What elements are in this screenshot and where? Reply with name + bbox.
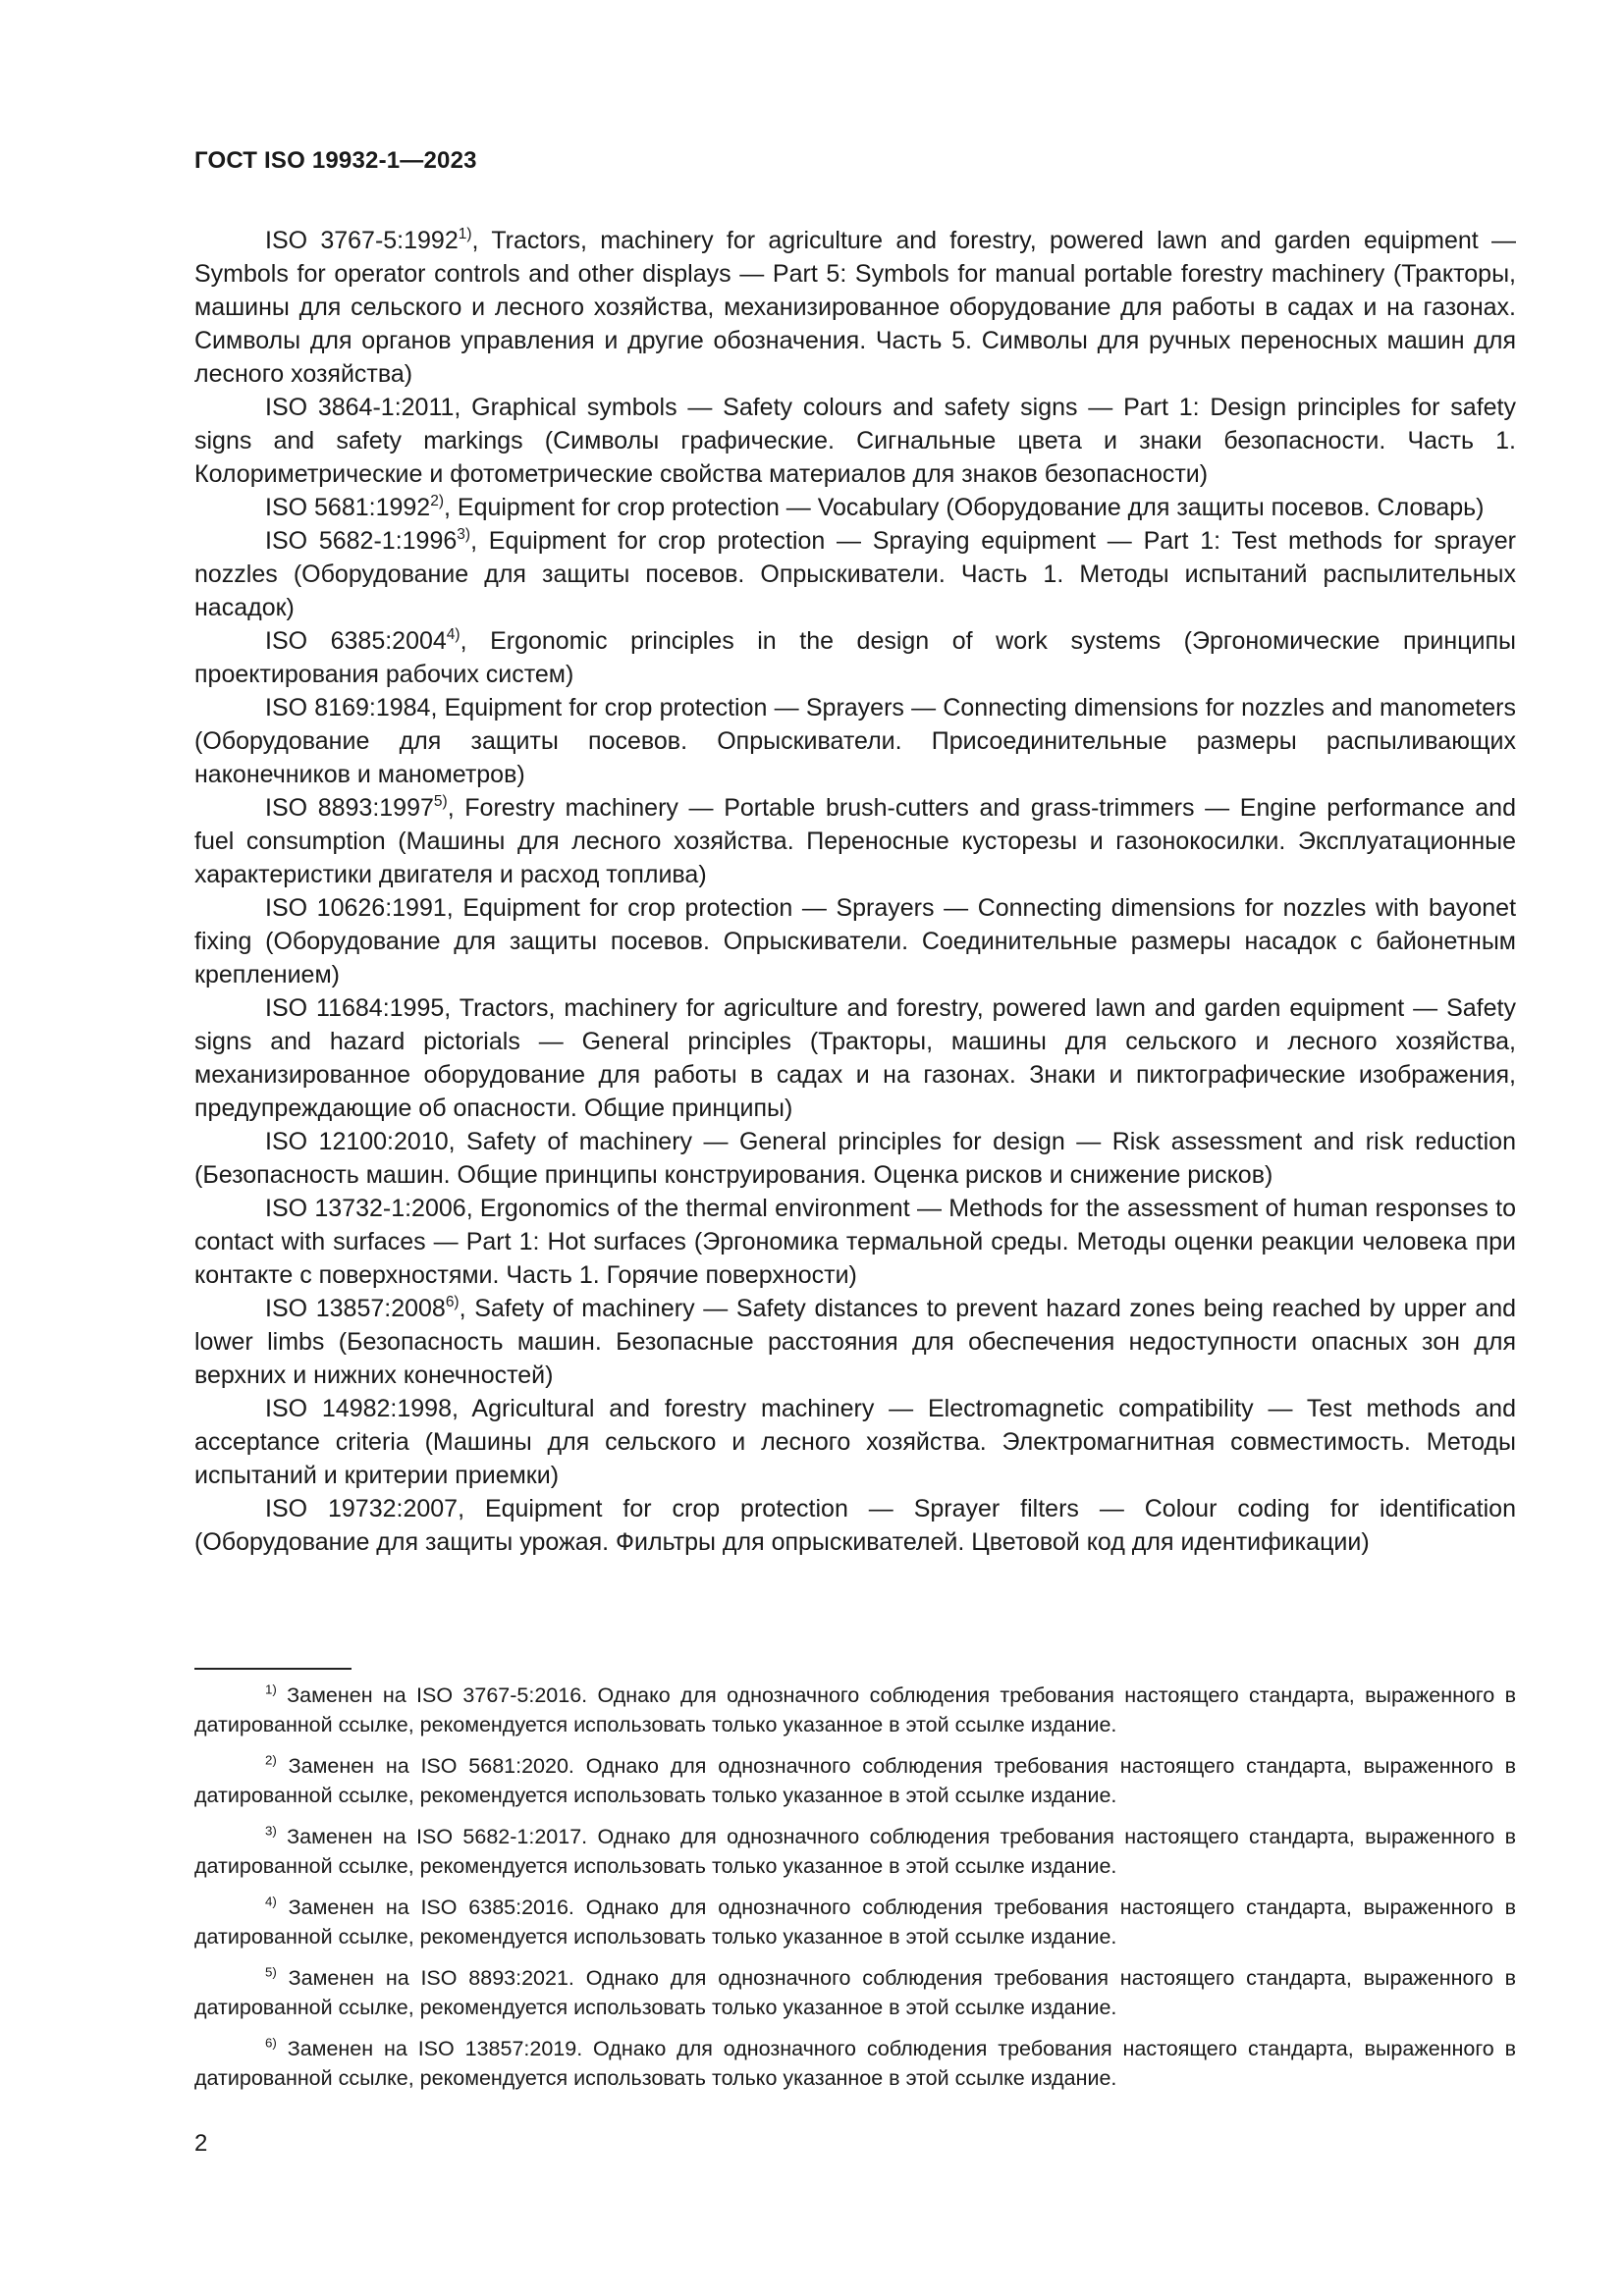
footnote-mark: 6) (265, 2035, 277, 2051)
reference-item (194, 691, 1516, 791)
reference-item (194, 1125, 1516, 1192)
footnote-text: Заменен на ISO 5682-1:2017. Однако для однозначного соблюдения требования настоящего стандарта, выраженного в датированной ссылке, рекомендуется использовать только указанное в этой ссылке издание. (194, 1825, 1516, 1878)
reference-title: , Agricultural and forestry machinery — Electromagnetic compatibility — Test methods and acceptance criteria (Машины для сельского и лесного хозяйства. Электромагнитная совместимость. Методы испытаний и критерии приемки) (194, 1395, 1516, 1489)
footnote-mark: 1) (265, 1682, 277, 1697)
reference-code: ISO 8169:1984 (265, 694, 431, 721)
footnote-mark: 3) (457, 525, 471, 543)
footnote (194, 1963, 1516, 2022)
footnote-text: Заменен на ISO 8893:2021. Однако для однозначного соблюдения требования настоящего стандарта, выраженного в датированной ссылке, рекомендуется использовать только указанное в этой ссылке издание. (194, 1966, 1516, 2019)
footnote-mark: 5) (433, 792, 448, 810)
reference-title: , Tractors, machinery for agriculture and forestry, powered lawn and garden equipment — Symbols for operator controls and other displays — Part 5: Symbols for manual portable forestry machinery (Тракторы, машины для сельского и лесного хозяйства, механизированное оборудование для работы в садах и на газонах. Символы для органов управления и другие обозначения. Часть 5. Символы для ручных переносных машин для лесного хозяйства) (194, 227, 1516, 388)
reference-code: ISO 5682-1:1996 (265, 527, 458, 555)
document-header: ГОСТ ISO 19932-1—2023 (194, 147, 477, 174)
footnote-text: Заменен на ISO 5681:2020. Однако для однозначного соблюдения требования настоящего стандарта, выраженного в датированной ссылке, рекомендуется использовать только указанное в этой ссылке издание. (194, 1754, 1516, 1807)
footnote-separator (194, 1668, 352, 1670)
reference-title: , Ergonomics of the thermal environment — Methods for the assessment of human responses to contact with surfaces — Part 1: Hot surfaces (Эргономика термальной среды. Методы оценки реакции человека при контакте с поверхностями. Часть 1. Горячие поверхности) (194, 1195, 1517, 1289)
footnote-mark: 6) (445, 1293, 460, 1310)
reference-item (194, 991, 1516, 1125)
reference-title: , Safety of machinery — General principles for design — Risk assessment and risk reduction (Безопасность машин. Общие принципы конструирования. Оценка рисков и снижение рисков) (194, 1128, 1516, 1189)
footnote-mark: 2) (430, 492, 444, 509)
reference-code: ISO 10626:1991 (265, 894, 447, 922)
footnote-mark: 2) (265, 1752, 277, 1768)
reference-title: , Equipment for crop protection — Sprayers — Connecting dimensions for nozzles and manometers (Оборудование для защиты посевов. Опрыскиватели. Присоединительные размеры распыливающих наконечников и манометров) (194, 694, 1516, 788)
reference-code: ISO 3767-5:1992 (265, 227, 459, 254)
reference-item (194, 624, 1516, 691)
reference-code: ISO 13857:2008 (265, 1295, 446, 1322)
footnote-mark: 5) (265, 1964, 277, 1980)
reference-title: , Safety of machinery — Safety distances to prevent hazard zones being reached by upper and lower limbs (Безопасность машин. Безопасные расстояния для обеспечения недоступности опасных зон для верхних и нижних конечностей) (194, 1295, 1516, 1389)
reference-item (194, 224, 1516, 391)
reference-code: ISO 6385:2004 (265, 627, 447, 655)
footnote (194, 1822, 1516, 1881)
reference-code: ISO 8893:1997 (265, 794, 434, 822)
reference-code: ISO 5681:1992 (265, 494, 431, 521)
reference-item (194, 1392, 1516, 1492)
footnote (194, 1893, 1516, 1951)
footnote-mark: 4) (446, 625, 460, 643)
footnote-text: Заменен на ISO 6385:2016. Однако для однозначного соблюдения требования настоящего стандарта, выраженного в датированной ссылке, рекомендуется использовать только указанное в этой ссылке издание. (194, 1896, 1516, 1949)
reference-title: , Forestry machinery — Portable brush-cutters and grass-trimmers — Engine performance and fuel consumption (Машины для лесного хозяйства. Переносные кусторезы и газонокосилки. Эксплуатационные характеристики двигателя и расход топлива) (194, 794, 1516, 888)
reference-title: , Equipment for crop protection — Spraying equipment — Part 1: Test methods for sprayer nozzles (Оборудование для защиты посевов. Опрыскиватели. Часть 1. Методы испытаний распылительных насадок) (194, 527, 1516, 621)
reference-item (194, 1492, 1516, 1559)
footnote (194, 2034, 1516, 2093)
footnote (194, 1681, 1516, 1739)
reference-item (194, 1292, 1516, 1392)
footnote-mark: 4) (265, 1894, 277, 1909)
reference-title: , Equipment for crop protection — Vocabulary (Оборудование для защиты посевов. Словарь) (444, 494, 1485, 521)
reference-code: ISO 12100:2010 (265, 1128, 449, 1155)
reference-title: , Tractors, machinery for agriculture and forestry, powered lawn and garden equipment — Safety signs and hazard pictorials — General principles (Тракторы, машины для сельского и лесного хозяйства, механизированное оборудование для работы в садах и на газонах. Знаки и пиктографические изображения, предупреждающие об опасности. Общие принципы) (194, 994, 1516, 1122)
footnote-text: Заменен на ISO 13857:2019. Однако для однозначного соблюдения требования настоящего стандарта, выраженного в датированной ссылке, рекомендуется использовать только указанное в этой ссылке издание. (194, 2037, 1516, 2090)
footnote-mark: 1) (458, 225, 472, 242)
reference-title: , Equipment for crop protection — Sprayers — Connecting dimensions for nozzles with bayonet fixing (Оборудование для защиты посевов. Опрыскиватели. Соединительные размеры насадок с байонетным креплением) (194, 894, 1517, 988)
reference-code: ISO 13732-1:2006 (265, 1195, 466, 1222)
footnote-text: Заменен на ISO 3767-5:2016. Однако для однозначного соблюдения требования настоящего стандарта, выраженного в датированной ссылке, рекомендуется использовать только указанное в этой ссылке издание. (194, 1683, 1516, 1736)
page-number: 2 (194, 2130, 208, 2157)
reference-title: , Graphical symbols — Safety colours and safety signs — Part 1: Design principles for safety signs and safety markings (Символы графические. Сигнальные цвета и знаки безопасности. Часть 1. Колориметрические и фотометрические свойства материалов для знаков безопасности) (194, 394, 1516, 488)
reference-item (194, 391, 1516, 491)
reference-title: , Ergonomic principles in the design of work systems (Эргономические принципы проектирования рабочих систем) (194, 627, 1516, 688)
reference-item (194, 791, 1516, 891)
reference-item (194, 524, 1516, 624)
reference-code: ISO 11684:1995 (265, 994, 445, 1022)
reference-code: ISO 14982:1998 (265, 1395, 452, 1422)
reference-code: ISO 3864-1:2011 (265, 394, 455, 421)
reference-title: , Equipment for crop protection — Sprayer filters — Colour coding for identification (Оборудование для защиты урожая. Фильтры для опрыскивателей. Цветовой код для идентификации) (194, 1495, 1516, 1556)
footnote-mark: 3) (265, 1823, 277, 1839)
reference-item (194, 1192, 1516, 1292)
normative-references (194, 224, 1516, 1559)
footnote (194, 1751, 1516, 1810)
reference-code: ISO 19732:2007 (265, 1495, 459, 1522)
reference-item (194, 491, 1516, 524)
reference-item (194, 891, 1516, 991)
footnotes (194, 1681, 1516, 2105)
